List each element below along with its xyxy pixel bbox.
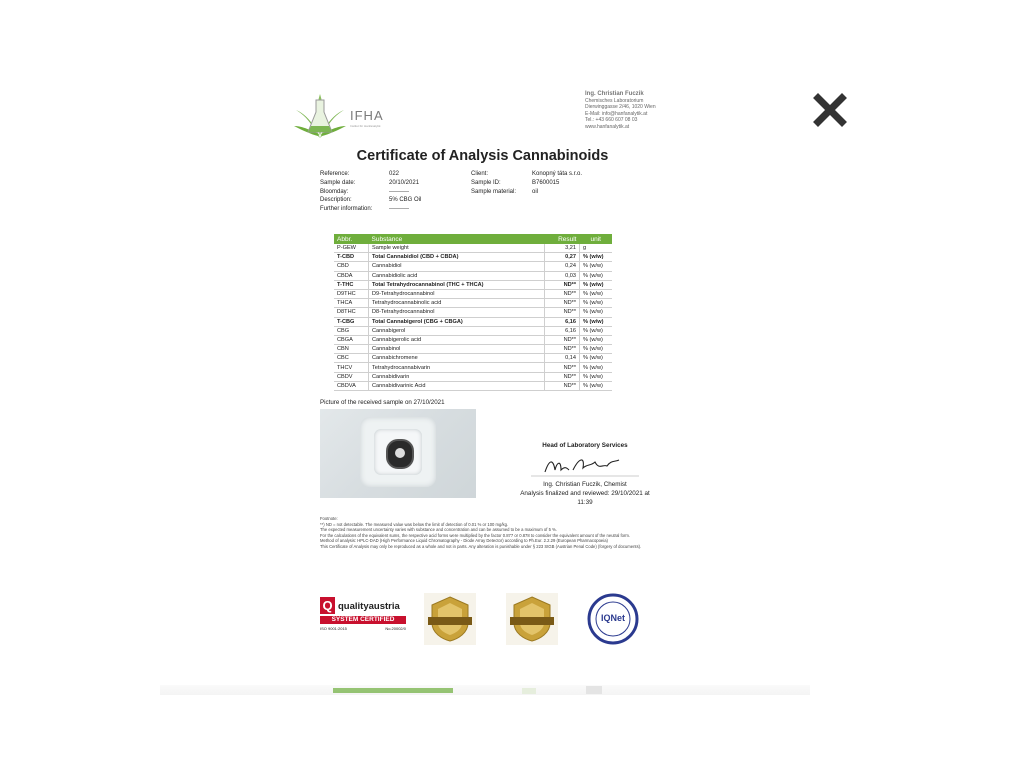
footnote-line: **) ND = not detectable. The measured value was below the limit of detection of 0.01 % or 100 mg/kg. <box>320 521 509 527</box>
cell-abbr: T-THC <box>334 280 369 289</box>
qualityaustria-name: qualityaustria <box>338 601 400 612</box>
next-page-logo <box>522 688 536 694</box>
iqnet-label: IQNet <box>600 613 625 623</box>
cell-result: 0,14 <box>545 354 580 363</box>
sample-photo <box>320 409 476 498</box>
cell-result: 0,27 <box>545 253 580 262</box>
meta-value: 022 <box>389 171 400 177</box>
footnote-line: The expected measurement uncertainty varies with substance and concentration and can be assumed to be a maximum of 5 %. <box>320 527 557 533</box>
cell-abbr: CBGA <box>334 335 369 344</box>
qualityaustria-logo <box>320 593 406 633</box>
cell-result: ND** <box>545 335 580 344</box>
cell-result: 6,16 <box>545 326 580 335</box>
meta-value: oil <box>532 188 539 195</box>
results-table <box>334 234 612 391</box>
system-certified-label: SYSTEM CERTIFIED <box>320 616 406 624</box>
meta-key: Sample ID: <box>471 179 501 186</box>
meta-key: Bloomday: <box>320 188 349 195</box>
document-title: Certificate of Analysis Cannabinoids <box>356 148 609 164</box>
gold-quality-seal-icon <box>424 593 476 645</box>
lab-line: Dierwinggasse 2/46, 1020 Wien <box>585 104 656 111</box>
footnote-line: Method of analysis: HPLC-DAD (High Performance Liquid Chromatography - Diode Array Detector) according to Ph.Eur. 2.2.29 (European Pharmacopoeia) <box>320 538 608 544</box>
signature-heading: Head of Laboratory Services <box>542 442 628 449</box>
cell-result: ND** <box>545 289 580 298</box>
lab-line: Chemisches Laboratorium <box>585 97 644 104</box>
cell-substance: Cannabidiol <box>369 262 545 271</box>
table-row <box>334 244 612 253</box>
cell-abbr: T-CBG <box>334 317 369 326</box>
meta-value: Konopný táta s.r.o. <box>532 171 583 177</box>
client-metadata <box>471 170 582 196</box>
cell-unit: % (w/w) <box>580 262 613 271</box>
cell-result: 6,16 <box>545 317 580 326</box>
cell-abbr: CBC <box>334 354 369 363</box>
cell-substance: D8-Tetrahydrocannabinol <box>369 308 545 317</box>
cell-substance: Cannabidiolic acid <box>369 271 545 280</box>
lab-address <box>585 91 685 131</box>
footnote-line: For the calculations of the equivalent sums, the respective acid forms were multiplied by the factor 0.877 or 0.878 to consider the equivalent amount of the neutral form. <box>320 532 631 538</box>
footnote <box>320 516 665 550</box>
lab-line: www.hanfanalytik.at <box>585 123 630 130</box>
logo-subtitle: Institut für Hanfanalytik <box>350 124 381 128</box>
table-row <box>334 280 612 289</box>
cell-unit: % (w/w) <box>580 317 613 326</box>
next-page-table-header <box>333 688 453 693</box>
meta-key: Reference: <box>320 171 350 177</box>
finalized-time: 11:39 <box>577 499 593 506</box>
sample-metadata <box>320 170 421 214</box>
close-button[interactable] <box>810 90 850 130</box>
cell-abbr: CBG <box>334 326 369 335</box>
cell-result: 0,03 <box>545 271 580 280</box>
meta-value: ---------- <box>389 206 409 213</box>
footnote-line: Footnote: <box>320 516 338 521</box>
cert-number: No.20002/0 <box>385 626 406 631</box>
cell-substance: Tetrahydrocannabinolic acid <box>369 299 545 308</box>
iso-label: ISO 9001:2015 <box>320 626 347 631</box>
lab-name: Ing. Christian Fuczik <box>585 91 644 97</box>
table-row <box>334 262 612 271</box>
cell-result: ND** <box>545 363 580 372</box>
cell-result: 3,21 <box>545 244 580 253</box>
cell-substance: Cannabichromene <box>369 354 545 363</box>
next-page-preview <box>160 685 810 695</box>
cell-result: ND** <box>545 345 580 354</box>
cell-substance: Cannabigerolic acid <box>369 335 545 344</box>
table-row <box>334 335 612 344</box>
cell-unit: % (w/w) <box>580 280 613 289</box>
cell-abbr: D9THC <box>334 289 369 298</box>
cell-substance: Total Cannabigerol (CBG + CBGA) <box>369 317 545 326</box>
certification-logos <box>320 593 665 648</box>
cell-unit: % (w/w) <box>580 308 613 317</box>
cell-unit: % (w/w) <box>580 299 613 308</box>
meta-key: Sample date: <box>320 179 356 186</box>
cell-unit: % (w/w) <box>580 326 613 335</box>
meta-value: 5% CBG Oil <box>389 197 422 204</box>
cell-unit: % (w/w) <box>580 271 613 280</box>
ifha-logo <box>292 90 410 144</box>
chemist-name: Ing. Christian Fuczik, Chemist <box>543 481 627 488</box>
meta-key: Description: <box>320 197 352 204</box>
table-row <box>334 271 612 280</box>
table-row <box>334 345 612 354</box>
table-row <box>334 289 612 298</box>
footnote-line: This Certificate of Analysis may only be reproduced as a whole and not in parts. Any alteration is punishable under § 223 StGB (Austrian Penal Code) (forgery of documents). <box>320 543 642 549</box>
cell-unit: % (w/w) <box>580 335 613 344</box>
gold-quality-seal-icon <box>506 593 558 645</box>
meta-key: Client: <box>471 171 489 177</box>
sample-jar-image <box>386 439 414 469</box>
table-row <box>334 354 612 363</box>
column-header: Result <box>545 234 580 244</box>
cell-abbr: CBDV <box>334 372 369 381</box>
cell-unit: % (w/w) <box>580 354 613 363</box>
cell-substance: Total Cannabidiol (CBD + CBDA) <box>369 253 545 262</box>
table-row <box>334 381 612 390</box>
finalized-text: Analysis finalized and reviewed: 29/10/2021 at <box>520 490 650 497</box>
cell-unit: % (w/w) <box>580 253 613 262</box>
iqnet-logo <box>587 593 639 645</box>
table-row <box>334 372 612 381</box>
cell-result: ND** <box>545 372 580 381</box>
cell-unit: % (w/w) <box>580 289 613 298</box>
logo-text: IFHA <box>350 108 384 123</box>
table-row <box>334 299 612 308</box>
close-icon <box>810 90 850 130</box>
cannabis-leaf-flask-icon <box>292 90 348 144</box>
meta-key: Further information: <box>320 206 373 213</box>
cell-substance: Cannabinol <box>369 345 545 354</box>
cell-result: 0,24 <box>545 262 580 271</box>
cell-abbr: THCV <box>334 363 369 372</box>
table-row <box>334 326 612 335</box>
cell-abbr: CBDVA <box>334 381 369 390</box>
cell-abbr: CBN <box>334 345 369 354</box>
cell-substance: D9-Tetrahydrocannabinol <box>369 289 545 298</box>
table-row <box>334 253 612 262</box>
cell-unit: % (w/w) <box>580 345 613 354</box>
table-header-row <box>334 234 612 244</box>
certificate-document <box>290 88 675 648</box>
cell-unit: g <box>580 244 613 253</box>
cell-abbr: CBD <box>334 262 369 271</box>
qualityaustria-q: Q <box>320 597 335 614</box>
cell-result: ND** <box>545 381 580 390</box>
meta-value: ---------- <box>389 188 409 195</box>
cell-abbr: CBDA <box>334 271 369 280</box>
cell-abbr: T-CBD <box>334 253 369 262</box>
handwritten-signature <box>525 452 645 480</box>
cell-result: ND** <box>545 308 580 317</box>
cell-substance: Tetrahydrocannabivarin <box>369 363 545 372</box>
cell-abbr: THCA <box>334 299 369 308</box>
cell-result: ND** <box>545 299 580 308</box>
cell-substance: Total Tetrahydrocannabinol (THC + THCA) <box>369 280 545 289</box>
column-header: Abbr. <box>334 234 369 244</box>
cell-result: ND** <box>545 280 580 289</box>
column-header: Substance <box>369 234 545 244</box>
signature-block <box>500 441 670 507</box>
picture-caption: Picture of the received sample on 27/10/2021 <box>320 399 445 406</box>
lab-line: E-Mail: info@hanfanalytik.at <box>585 110 648 117</box>
meta-value: B7600015 <box>532 179 560 186</box>
table-row <box>334 317 612 326</box>
cell-unit: % (w/w) <box>580 381 613 390</box>
meta-key: Sample material: <box>471 188 517 195</box>
next-page-address <box>586 686 602 694</box>
table-row <box>334 363 612 372</box>
lab-line: Tel.: +43 660 607 08 03 <box>585 117 638 124</box>
column-header: unit <box>580 234 613 244</box>
cell-substance: Sample weight <box>369 244 545 253</box>
cell-substance: Cannabidivarin <box>369 372 545 381</box>
cell-substance: Cannabidivarinic Acid <box>369 381 545 390</box>
cell-unit: % (w/w) <box>580 363 613 372</box>
cell-substance: Cannabigerol <box>369 326 545 335</box>
cell-unit: % (w/w) <box>580 372 613 381</box>
cell-abbr: D8THC <box>334 308 369 317</box>
meta-value: 20/10/2021 <box>389 179 420 186</box>
table-row <box>334 308 612 317</box>
cell-abbr: P-GEW <box>334 244 369 253</box>
